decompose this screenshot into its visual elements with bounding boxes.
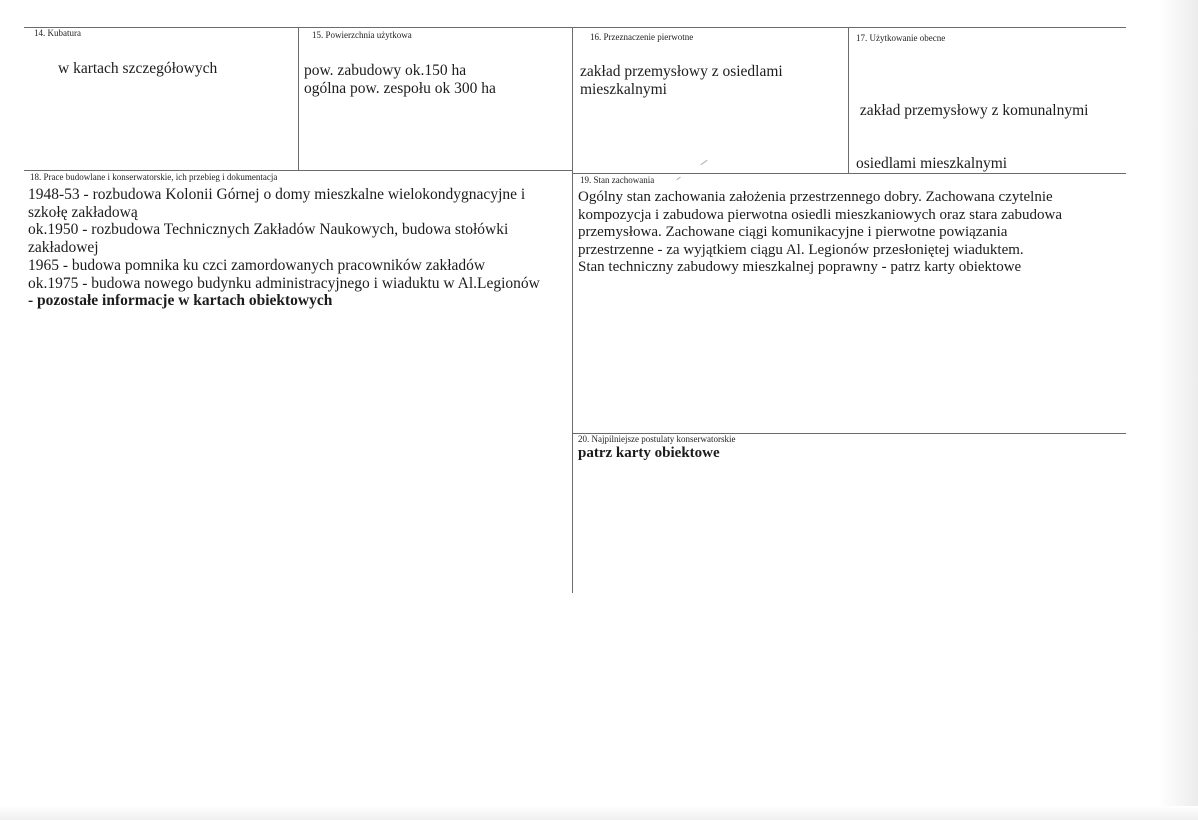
field-17-line: zakład przemysłowy z komunalnymi — [856, 102, 1089, 119]
field-19-line: przestrzenne - za wyjątkiem ciągu Al. Legionów przesłoniętej wiaduktem. — [578, 241, 1024, 258]
field-17-label: 17. Użytkowanie obecne — [856, 33, 946, 43]
rule-row1-bottom — [24, 170, 572, 171]
field-16-value — [580, 63, 783, 98]
field-18-label: 18. Prace budowlane i konserwatorskie, ich przebieg i dokumentacja — [30, 172, 278, 182]
field-15-line: pow. zabudowy ok.150 ha — [304, 62, 467, 79]
field-14-label: 14. Kubatura — [34, 28, 81, 38]
field-14-value — [58, 60, 217, 78]
field-15-label: 15. Powierzchnia użytkowa — [312, 30, 412, 40]
field-20-label: 20. Najpilniejsze postulaty konserwatorskie — [578, 434, 736, 444]
pencil-mark — [676, 177, 681, 181]
field-16-line: mieszkalnymi — [580, 80, 667, 98]
field-17-line: osiedlami mieszkalnymi — [856, 154, 1008, 172]
field-18-line: 1965 - budowa pomnika ku czci zamordowanych pracowników zakładów — [28, 256, 486, 274]
field-18-bold-line: - pozostałe informacje w kartach obiektowych — [28, 292, 333, 310]
field-19-line: kompozycja i zabudowa pierwotna osiedli mieszkaniowych oraz stara zabudowa — [578, 206, 1062, 223]
field-18-line: 1948-53 - rozbudowa Kolonii Górnej o domy mieszkalne wielokondygnacyjne i — [28, 186, 526, 203]
field-17-value — [856, 67, 1088, 207]
rule-v3 — [848, 27, 849, 173]
field-16-label: 16. Przeznaczenie pierwotne — [590, 32, 694, 42]
field-19-line: Ogólny stan zachowania założenia przestrzennego dobry. Zachowana czytelnie — [578, 189, 1053, 205]
field-19-line: Stan techniczny zabudowy mieszkalnej poprawny - patrz karty obiektowe — [578, 259, 1022, 275]
field-15-line: ogólna pow. zespołu ok 300 ha — [304, 79, 496, 97]
rule-v2 — [572, 27, 573, 593]
field-18-line: ok.1950 - rozbudowa Technicznych Zakładów Naukowych, budowa stołówki — [28, 221, 509, 239]
rule-top — [24, 27, 1126, 28]
field-20-text: patrz karty obiektowe — [578, 445, 720, 461]
field-14-text: w kartach szczegółowych — [58, 60, 218, 77]
field-19-value — [578, 189, 1062, 277]
field-18-value — [28, 186, 540, 310]
field-18-line: ok.1975 - budowa nowego budynku administracyjnego i wiaduktu w Al.Legionów — [28, 274, 540, 292]
pencil-mark — [700, 160, 707, 165]
field-18-line: szkołę zakładową — [28, 203, 138, 221]
field-15-value — [304, 62, 496, 97]
field-16-line: zakład przemysłowy z osiedlami — [580, 63, 783, 80]
rule-v1 — [298, 27, 299, 170]
field-19-label: 19. Stan zachowania — [580, 175, 655, 185]
field-19-line: przemysłowa. Zachowane ciągi komunikacyjne i pierwotne powiązania — [578, 224, 1008, 240]
field-18-line: zakładowej — [28, 239, 99, 257]
field-20-value — [578, 445, 720, 462]
